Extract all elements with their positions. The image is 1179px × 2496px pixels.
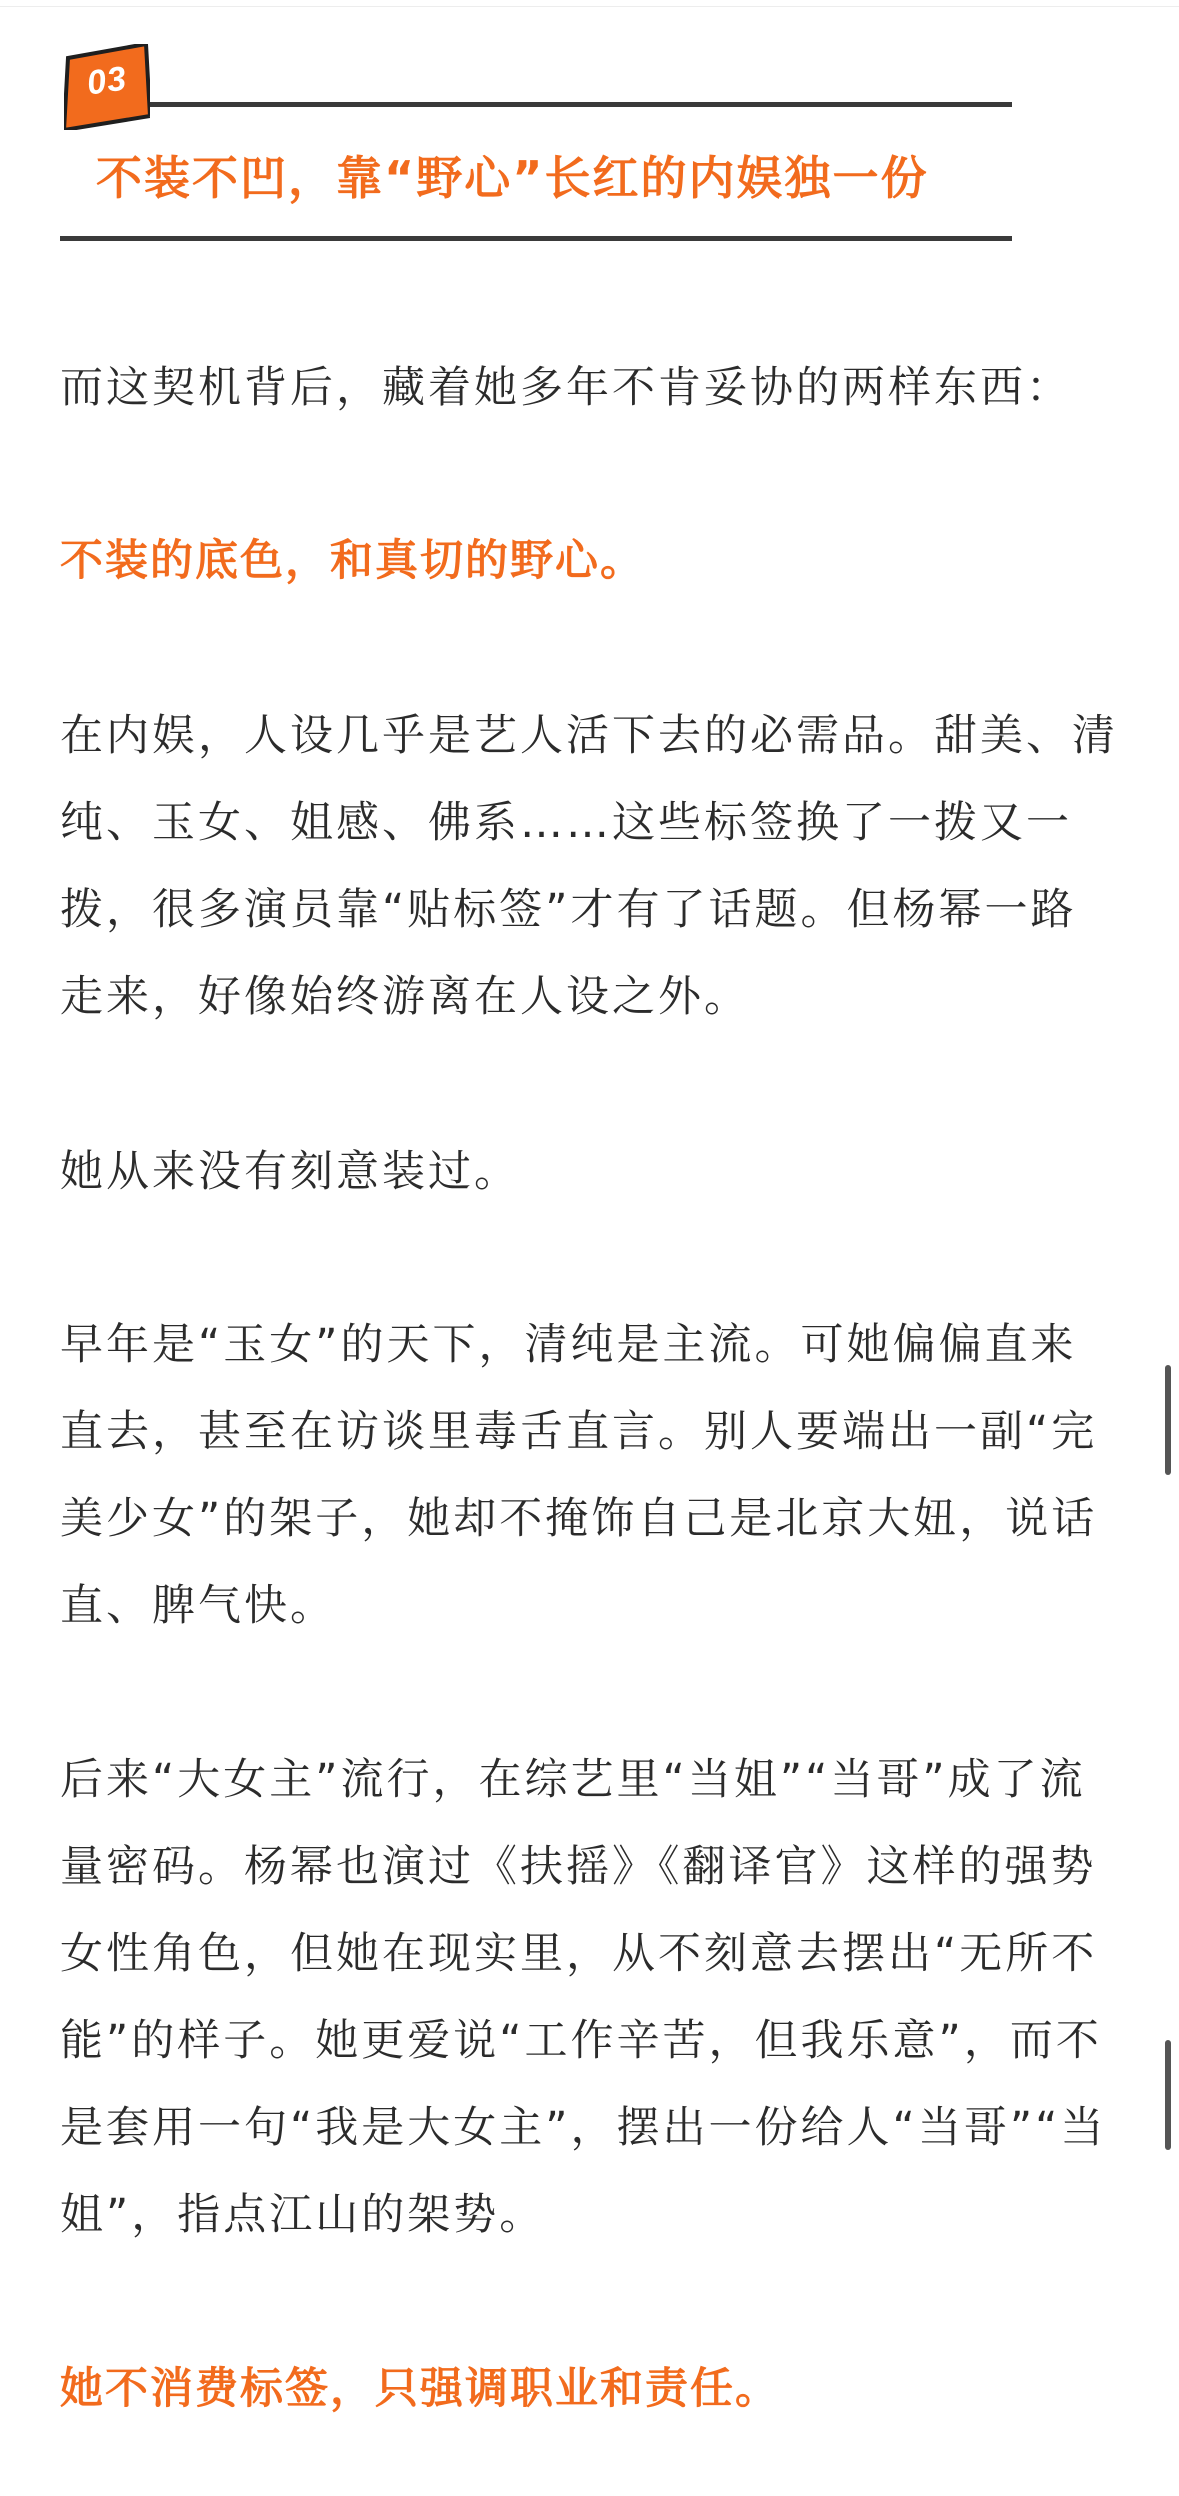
highlight-paragraph: 不装的底色，和真切的野心。 bbox=[60, 536, 645, 586]
paragraph-early-years: 早年是“玉女”的天下，清纯是主流。可她偏偏直来直去，甚至在访谈里毒舌直言。别人要端出一副“完美少女”的架子，她却不掩饰自己是北京大妞，说话直、脾气快。 bbox=[60, 1320, 1098, 1631]
section-number: 03 bbox=[84, 59, 130, 103]
paragraph-never-pretended: 她从来没有刻意装过。 bbox=[60, 1147, 520, 1197]
header-rule-top bbox=[150, 102, 1012, 107]
paragraph-persona: 在内娱，人设几乎是艺人活下去的必需品。甜美、清纯、玉女、姐感、佛系……这些标签换了一拨又一拨，很多演员靠“贴标签”才有了话题。但杨幂一路走来，好像始终游离在人设之外。 bbox=[60, 711, 1118, 1022]
header-rule-bottom bbox=[60, 236, 1012, 241]
section-number-badge bbox=[64, 44, 150, 130]
paragraph-later-years: 后来“大女主”流行，在综艺里“当姐”“当哥”成了流量密码。杨幂也演过《扶摇》《翻译官》这样的强势女性角色，但她在现实里，从不刻意去摆出“无所不能”的样子。她更爱说“工作辛苦，但我乐意”，而不是套用一句“我是大女主”，摆出一份给人“当哥”“当姐”，指点江山的架势。 bbox=[60, 1755, 1107, 2240]
scroll-indicator-secondary[interactable] bbox=[1165, 2040, 1171, 2150]
section-title: 不装不凹，靠“野心”长红的内娱独一份 bbox=[96, 151, 929, 205]
paragraph-intro: 而这契机背后，藏着她多年不肯妥协的两样东西： bbox=[60, 363, 1072, 413]
highlight-paragraph-closing: 她不消费标签，只强调职业和责任。 bbox=[60, 2364, 780, 2414]
scroll-indicator[interactable] bbox=[1165, 1365, 1171, 1475]
section-header bbox=[0, 0, 1179, 260]
